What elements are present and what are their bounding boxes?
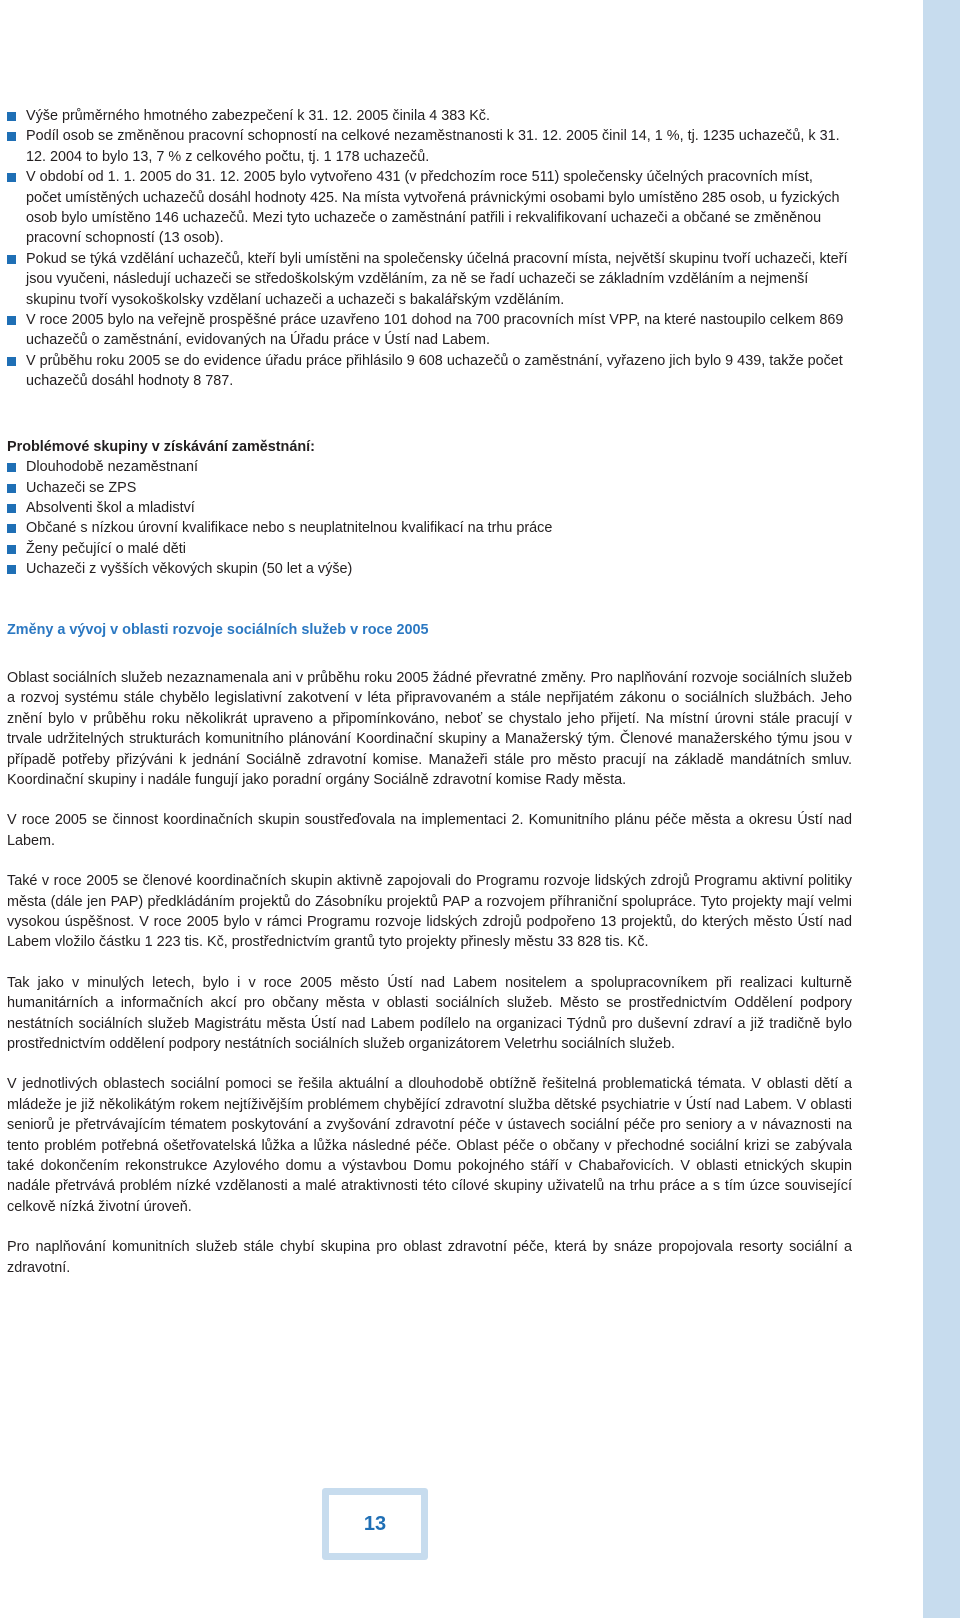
square-bullet-icon bbox=[7, 316, 16, 325]
square-bullet-icon bbox=[7, 524, 16, 533]
body-paragraph: Tak jako v minulých letech, bylo i v roce 2005 město Ústí nad Labem nositelem a spolupracovníkem při realizaci kulturně humanitárních a informačních akcí pro občany města v oblasti sociálních služeb. Město se prostřednictvím Oddělení podpory nestátních sociálních služeb Magistrátu města Ústí nad Labem podílelo na organizaci Týdnů pro duševní zdraví a již tradičně bylo prostřednictvím oddělení podpory nestátních sociálních služeb organizátorem Veletrhu sociálních služeb. bbox=[7, 974, 852, 1053]
body-paragraph: V roce 2005 se činnost koordinačních skupin soustřeďovala na implementaci 2. Komunitního plánu péče města a okresu Ústí nad Labem. bbox=[7, 812, 852, 849]
list-item-text: Výše průměrného hmotného zabezpečení k 31. 12. 2005 činila 4 383 Kč. bbox=[26, 108, 490, 124]
page-number-tab bbox=[322, 1488, 428, 1560]
square-bullet-icon bbox=[7, 357, 16, 366]
problem-groups-list bbox=[7, 457, 852, 579]
square-bullet-icon bbox=[7, 545, 16, 554]
list-item bbox=[7, 457, 852, 477]
list-item-text: V roce 2005 bylo na veřejně prospěšné práce uzavřeno 101 dohod na 700 pracovních míst VPP, na které nastoupilo celkem 869 uchazečů o zaměstnání, evidovaných na Úřadu práce v Ústí nad Labem. bbox=[26, 312, 844, 349]
list-item bbox=[7, 249, 852, 310]
list-item bbox=[7, 310, 852, 351]
list-item bbox=[7, 478, 852, 498]
list-item-text: V průběhu roku 2005 se do evidence úřadu práce přihlásilo 9 608 uchazečů o zaměstnání, vyřazeno jich bylo 9 439, takže počet uchazečů dosáhl hodnoty 8 787. bbox=[26, 352, 843, 390]
list-item bbox=[7, 539, 852, 559]
square-bullet-icon bbox=[7, 173, 16, 182]
body-paragraph: Oblast sociálních služeb nezaznamenala ani v průběhu roku 2005 žádné převratné změny. Pro naplňování rozvoje sociálních služeb a rozvoj systému stále chybělo legislativní zakotvení v léta připravovaném a stále nepřijatém zákonu o sociálních službách. Jeho znění bylo v průběhu roku několikrát upraveno a připomínkováno, neboť se chystalo jeho přijetí. Na místní úrovni stále pracují v trvale udržitelných strukturách komunitního plánování Koordinační skupiny a Manažerský tým. Členové manažerského týmu jsou v případě potřeby přizýváni k jednání Sociálně zdravotní komise. Manažeři stále pro město pracují na základě mandátních smluv. Koordinační skupiny i nadále fungují jako poradní orgány Sociálně zdravotní komise Rady města. bbox=[7, 669, 852, 788]
section-heading: Změny a vývoj v oblasti rozvoje sociálních služeb v roce 2005 bbox=[7, 621, 429, 638]
list-item-text: Dlouhodobě nezaměstnaní bbox=[26, 459, 199, 476]
list-item-text: Podíl osob se změněnou pracovní schopností na celkové nezaměstnanosti k 31. 12. 2005 činil 14, 1 %, tj. 1235 uchazečů, k 31. 12. 2004 to bylo 13, 7 % z celkového počtu, tj. 1 178 uchazečů. bbox=[26, 128, 840, 165]
body-paragraph: Také v roce 2005 se členové koordinačních skupin aktivně zapojovali do Programu rozvoje lidských zdrojů Programu aktivní politiky města (dále jen PAP) předkládáním projektů do Zásobníku projektů PAP a rozvojem příhraniční spolupráce. Tyto projekty mají velmi vysokou úspěšnost. V roce 2005 bylo v rámci Programu rozvoje lidských zdrojů podpořeno 13 projektů, do kterých město Ústí nad Labem vložilo částku 1 223 tis. Kč, prostřednictvím grantů tyto projekty přinesly městu 33 828 tis. Kč. bbox=[7, 873, 852, 951]
page-content bbox=[7, 106, 852, 1278]
list-item-text: V období od 1. 1. 2005 do 31. 12. 2005 bylo vytvořeno 431 (v předchozím roce 511) společensky účelných pracovních míst, počet umístěných uchazečů dosáhl hodnoty 425. Na místa vytvořená právnickými osobami bylo umístěno 285 osob, u fyzických osob bylo umístěno 146 uchazečů. Mezi tyto uchazeče o zaměstnání patřili i rekvalifikovaní uchazeči a občané se změněnou pracovní schopností (13 osob). bbox=[26, 169, 840, 247]
list-item-text: Absolventi škol a mladiství bbox=[26, 499, 195, 516]
list-item bbox=[7, 126, 852, 167]
list-item bbox=[7, 106, 852, 126]
square-bullet-icon bbox=[7, 484, 16, 493]
body-paragraph: Pro naplňování komunitních služeb stále chybí skupina pro oblast zdravotní péče, která by snáze propojovala resorty sociální a zdravotní. bbox=[7, 1239, 852, 1276]
square-bullet-icon bbox=[7, 255, 16, 264]
list-item bbox=[7, 498, 852, 518]
square-bullet-icon bbox=[7, 463, 16, 472]
list-item bbox=[7, 351, 852, 392]
square-bullet-icon bbox=[7, 112, 16, 121]
list-item-text: Uchazeči se ZPS bbox=[26, 479, 137, 496]
side-color-band bbox=[923, 0, 960, 1618]
list-item bbox=[7, 167, 852, 249]
intro-bullet-list bbox=[7, 106, 852, 392]
list-item-text: Pokud se týká vzdělání uchazečů, kteří byli umístěni na společensky účelná pracovní místa, největší skupinu tvoří uchazeči, kteří jsou vyučeni, následují uchazeči se středoškolským vzděláním, za ně se řadí uchazeči se základním vzděláním a nejmenší skupinu tvoří vysokoškolsky vzdělaní uchazeči a uchazeči s bakalářským vzděláním. bbox=[26, 250, 848, 308]
list-item-text: Ženy pečující o malé děti bbox=[26, 540, 186, 557]
square-bullet-icon bbox=[7, 132, 16, 141]
body-paragraph: V jednotlivých oblastech sociální pomoci se řešila aktuální a dlouhodobě obtížně řešitelná problematická témata. V oblasti dětí a mládeže je již několikátým rokem nejtíživějším problémem chybějící zdravotní služba dětské psychiatrie v Ústí nad Labem. V oblasti seniorů je přetrvávajícím tématem poskytování a zvyšování zdravotní péče v ústavech sociální péče pro seniory a v návaznosti na tento problém potřebná ošetřovatelská lůžka a lůžka následné péče. Oblast péče o občany v přechodné sociální krizi se zabývala také dokončením rekonstrukce Azylového domu a výstavbou Domu pokojného stáří v Chabařovicích. V oblasti etnických skupin nadále přetrvává problém nízké vzdělanosti a malé atraktivnosti této cílové skupiny uživatelů na trhu práce a s tím úzce související celkově nízká životní úroveň. bbox=[7, 1076, 852, 1215]
list-item bbox=[7, 518, 852, 538]
page-number: 13 bbox=[329, 1495, 421, 1553]
problem-groups-title: Problémové skupiny v získávání zaměstnání: bbox=[7, 438, 315, 455]
list-item bbox=[7, 559, 852, 579]
list-item-text: Občané s nízkou úrovní kvalifikace nebo s neuplatnitelnou kvalifikací na trhu práce bbox=[26, 520, 553, 537]
square-bullet-icon bbox=[7, 565, 16, 574]
square-bullet-icon bbox=[7, 504, 16, 513]
list-item-text: Uchazeči z vyšších věkových skupin (50 let a výše) bbox=[26, 561, 353, 578]
